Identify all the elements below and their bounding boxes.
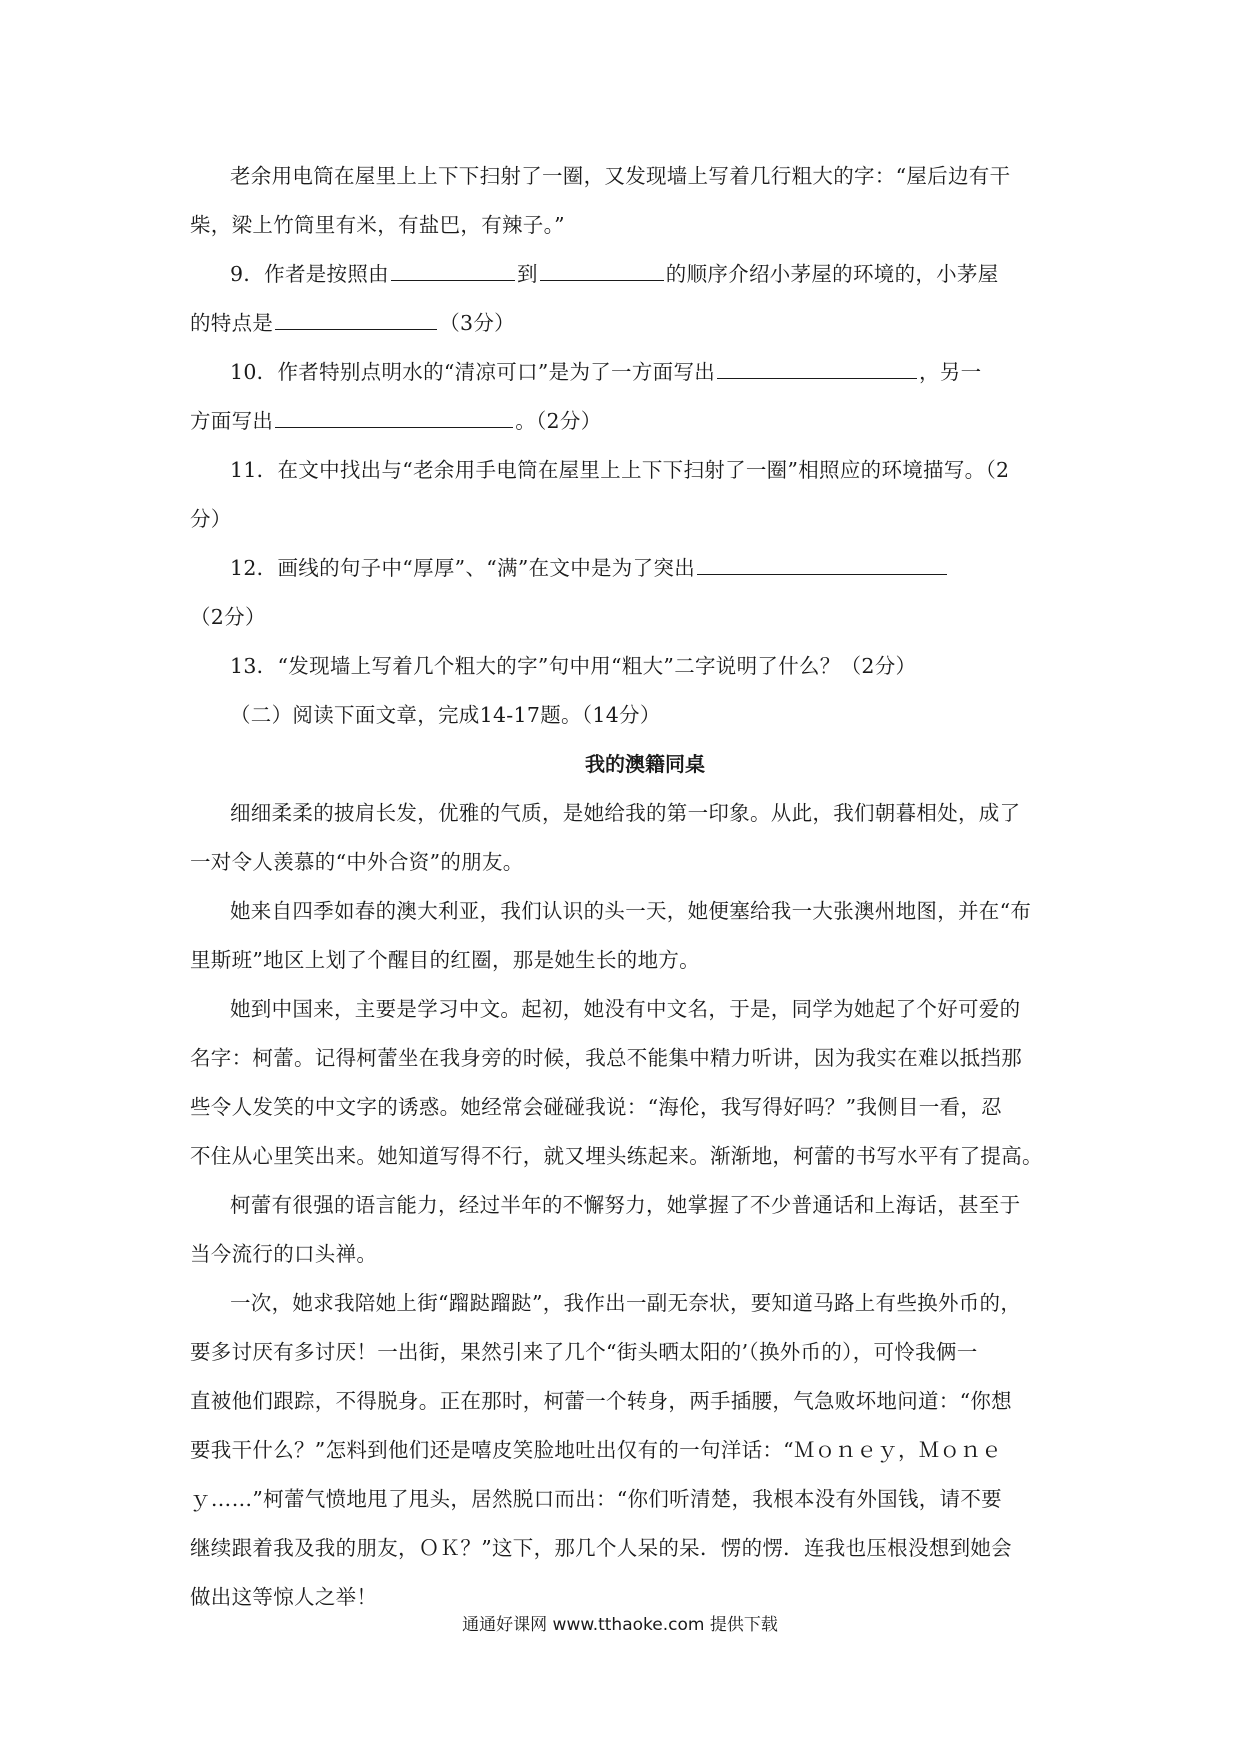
page-footer: 通通好课网 www.tthaoke.com 提供下载 <box>462 1615 778 1635</box>
question-11-cont: 分） <box>190 507 232 531</box>
q12-text-1: 12．画线的句子中“厚厚”、“满”在文中是为了突出 <box>230 556 696 580</box>
q9-text-1: 9．作者是按照由 <box>230 262 389 286</box>
article-title: 我的澳籍同桌 <box>585 752 705 776</box>
q9-blank-2[interactable] <box>540 262 664 281</box>
paragraph-line: 细细柔柔的披肩长发，优雅的气质，是她给我的第一印象。从此，我们朝暮相处，成了 <box>230 801 1021 825</box>
paragraph-line: 继续跟着我及我的朋友，ＯＫ？”这下，那几个人呆的呆．愣的愣．连我也压根没想到她会 <box>190 1536 1012 1560</box>
q9-blank-3[interactable] <box>275 311 437 330</box>
passage-line: 老余用电筒在屋里上上下下扫射了一圈，又发现墙上写着几行粗大的字：“屋后边有干 <box>230 164 1011 188</box>
q9-text-3: 的顺序介绍小茅屋的环境的，小茅屋 <box>665 262 999 286</box>
q10-score: 。（2分） <box>515 409 602 433</box>
paragraph-line: 些令人发笑的中文字的诱惑。她经常会碰碰我说：“海伦，我写得好吗？”我侧目一看，忍 <box>190 1095 1002 1119</box>
question-11: 11．在文中找出与“老余用手电筒在屋里上上下下扫射了一圈”相照应的环境描写。（2 <box>230 458 1010 482</box>
paragraph-line: ｙ……”柯蕾气愤地甩了甩头，居然脱口而出：“你们听清楚，我根本没有外国钱，请不要 <box>190 1487 1002 1511</box>
paragraph-line: 要我干什么？”怎料到他们还是嘻皮笑脸地吐出仅有的一句洋话：“Ｍｏｎｅｙ，Ｍｏｎｅ <box>190 1438 1002 1462</box>
question-12-cont: （2分） <box>190 605 266 629</box>
q9-text-4: 的特点是 <box>190 311 274 335</box>
q9-blank-1[interactable] <box>391 262 515 281</box>
paragraph-line: 里斯班”地区上划了个醒目的红圈，那是她生长的地方。 <box>190 948 700 972</box>
paragraph-line: 柯蕾有很强的语言能力，经过半年的不懈努力，她掌握了不少普通话和上海话，甚至于 <box>230 1193 1021 1217</box>
q10-text-3: 方面写出 <box>190 409 274 433</box>
paragraph-line: 不住从心里笑出来。她知道写得不行，就又埋头练起来。渐渐地，柯蕾的书写水平有了提高。 <box>190 1144 1043 1168</box>
question-10-cont <box>190 397 1060 446</box>
q9-text-2: 到 <box>516 262 538 286</box>
passage-line: 柴，梁上竹筒里有米，有盐巴，有辣子。” <box>190 213 565 237</box>
question-10 <box>190 348 1060 397</box>
page-content <box>190 152 1060 1622</box>
question-9-cont <box>190 299 1060 348</box>
paragraph-line: 名字：柯蕾。记得柯蕾坐在我身旁的时候，我总不能集中精力听讲，因为我实在难以抵挡那 <box>190 1046 1022 1070</box>
q10-blank-2[interactable] <box>275 409 513 428</box>
q10-blank-1[interactable] <box>717 360 917 379</box>
paragraph-line: 她到中国来，主要是学习中文。起初，她没有中文名，于是，同学为她起了个好可爱的 <box>230 997 1021 1021</box>
q9-score: （3分） <box>439 311 515 335</box>
paragraph-line: 当今流行的口头禅。 <box>190 1242 378 1266</box>
q12-blank-1[interactable] <box>697 556 947 575</box>
question-13: 13．“发现墙上写着几个粗大的字”句中用“粗大”二字说明了什么？（2分） <box>230 654 917 678</box>
paragraph-line: 一对令人羡慕的“中外合资”的朋友。 <box>190 850 524 874</box>
q10-text-1: 10．作者特别点明水的“清凉可口”是为了一方面写出 <box>230 360 716 384</box>
paragraph-line: 她来自四季如春的澳大利亚，我们认识的头一天，她便塞给我一大张澳州地图，并在“布 <box>230 899 1032 923</box>
question-12 <box>190 544 1060 593</box>
paragraph-line: 一次，她求我陪她上街“蹓跶蹓跶”，我作出一副无奈状，要知道马路上有些换外币的， <box>230 1291 1022 1315</box>
section-heading: （二）阅读下面文章，完成14-17题。（14分） <box>230 703 661 727</box>
paragraph-line: 要多讨厌有多讨厌！一出街，果然引来了几个“街头晒太阳的’（换外币的），可怜我俩一 <box>190 1340 978 1364</box>
question-9 <box>190 250 1060 299</box>
paragraph-line: 直被他们跟踪，不得脱身。正在那时，柯蕾一个转身，两手插腰，气急败坏地问道：“你想 <box>190 1389 1012 1413</box>
q10-text-2: ，另一 <box>919 360 982 384</box>
paragraph-line: 做出这等惊人之举！ <box>190 1585 378 1609</box>
